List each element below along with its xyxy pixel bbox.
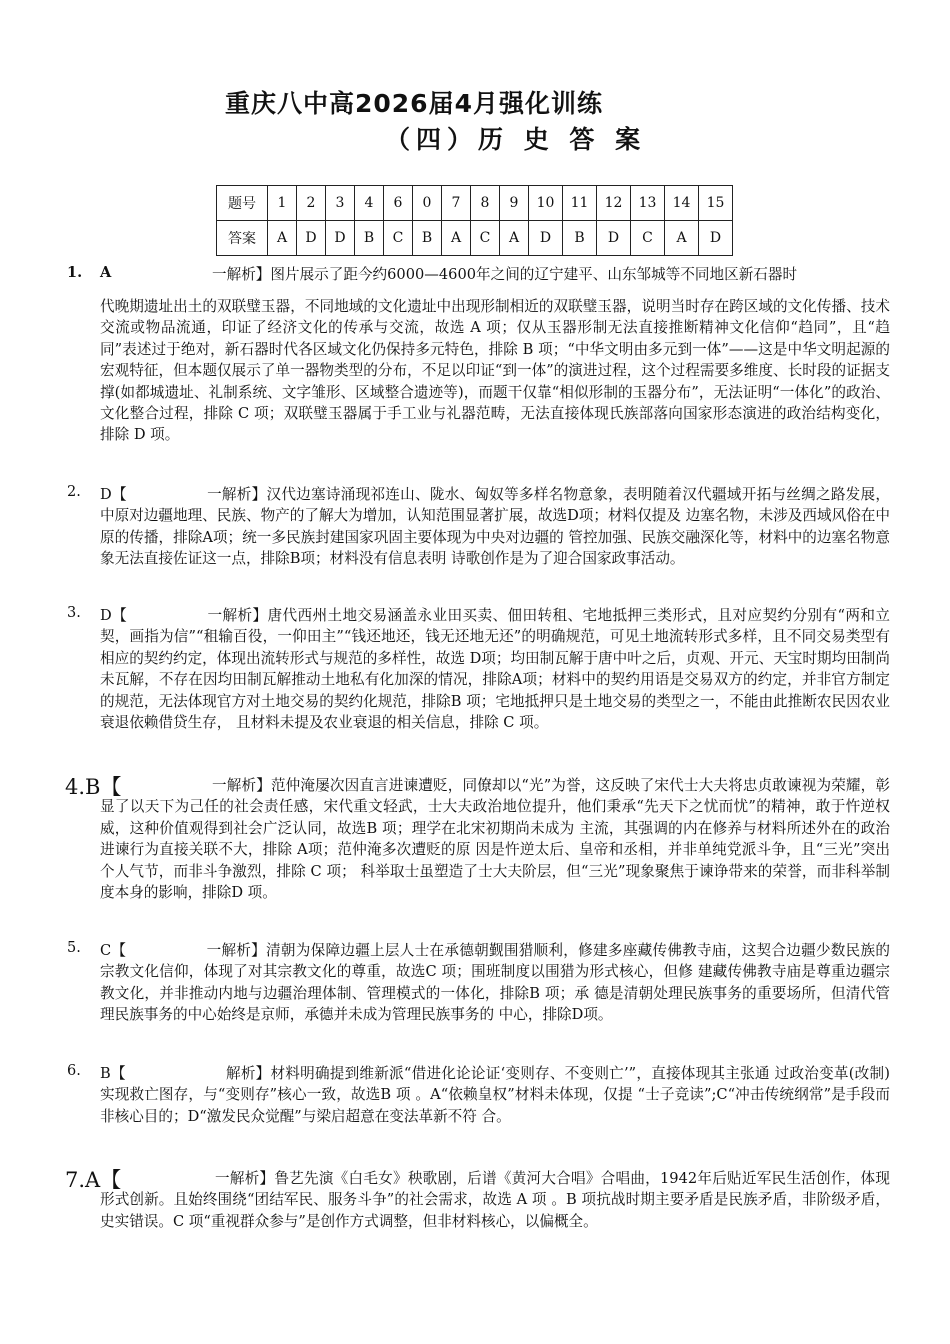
question-analysis-block	[100, 484, 890, 570]
question-answer: B【	[100, 1065, 126, 1082]
question-analysis: 范仲淹屡次因直言进谏遭贬，同僚却以“光”为誉，这反映了宋代士大夫将忠贞敢谏视为荣耀，彰显了以天下为己任的社会责任感，宋代重文轻武，士大夫政治地位提升，他们秉承“先天下之忧而忧”的精神，敢于忤逆权威，这种价值观得到社会广泛认同，故选B 项；理学在北宋初期尚未成为 主流，其强调的内在修养与材料所述外在的政治进谏行为直接关联不大，排除 A项；范仲淹多次遭贬的原 因是忤逆太后、皇帝和丞相，并非单纯党派斗争，且“三光”突出个人气节，而非斗争激烈，排除 C 项； 科举取士虽塑造了士大夫阶层，但“三光”现象聚焦于谏诤带来的荣誉，而非科举制度本身的影响，排除D 项。	[100, 777, 890, 902]
row-label-number: 题号	[217, 186, 268, 221]
question-number-cell: 12	[597, 186, 631, 221]
question-answer: D【	[100, 607, 128, 624]
question-number: 6.	[67, 1063, 81, 1079]
analysis-head: 一解析】	[212, 266, 271, 283]
question-analysis-block	[100, 1168, 890, 1232]
question-first-line	[212, 264, 892, 285]
question-number-cell: 13	[631, 186, 665, 221]
answer-cell: C	[471, 221, 500, 256]
answer-cell: C	[384, 221, 413, 256]
question-number-cell: 9	[500, 186, 529, 221]
question-number-cell: 0	[413, 186, 442, 221]
answer-table	[216, 185, 733, 256]
question-number-cell: 15	[699, 186, 733, 221]
question-analysis: 清朝为保障边疆上层人士在承德朝觐围猎顺利，修建多座藏传佛教寺庙，这契合边疆少数民族的宗教文化信仰，体现了对其宗教文化的尊重，故选C 项；围班制度以围猎为形式核心，但修 建藏传佛教寺庙是尊重边疆宗教文化，并非推动内地与边疆治理体制、管理模式的一体化，排除B 项；承 德是清朝处理民族事务的重要场所，但清代管理民族事务的中心始终是京师，承德并未成为管理民族事务的 中心，排除D项。	[100, 942, 890, 1024]
question-analysis-block	[100, 1063, 890, 1127]
question-analysis: 材料明确提到维新派“借进化论论证‘变则存、不变则亡’”，直接体现其主张通 过政治变革(改制)实现救亡图存，与“变则存”核心一致，故选B 项 。A“依赖皇权”材料未体现，仅提 “士子竞读”;C“冲击传统纲常”是手段而非核心目的；D“激发民众觉醒”与梁启超意在变法革新不符 合。	[100, 1065, 890, 1125]
question-number: 2.	[67, 484, 81, 500]
question-number-cell: 14	[665, 186, 699, 221]
answer-cell: D	[529, 221, 563, 256]
question-number-cell: 2	[297, 186, 326, 221]
question-number-cell: 3	[326, 186, 355, 221]
analysis-head: 一解析】	[212, 777, 271, 794]
page-subtitle: （四）历 史 答 案	[385, 125, 647, 154]
answer-cell: A	[442, 221, 471, 256]
analysis-head: 一解析】	[206, 486, 267, 503]
analysis-first-line-text: 图片展示了距今约6000—4600年之间的辽宁建平、山东邹城等不同地区新石器时	[270, 266, 798, 283]
question-number: 4.B【	[65, 775, 122, 799]
answer-cell: A	[665, 221, 699, 256]
question-number: 5.	[67, 940, 81, 956]
page-title: 重庆八中高2026届4月强化训练	[225, 89, 603, 118]
analysis-head: 解析】	[225, 1065, 271, 1082]
answer-table-answer-row	[217, 221, 733, 256]
question-analysis: 鲁艺先演《白毛女》秧歌剧，后谱《黄河大合唱》合唱曲，1942年后贴近军民生活创作，体现形式创新。且始终围绕“团结军民、服务斗争”的社会需求，故选 A 项 。B 项抗战时期主要矛盾是民族矛盾，非阶级矛盾，史实错误。C 项“重视群众参与”是创作方式调整，但非材料核心，以偏概全。	[100, 1170, 890, 1230]
analysis-head: 一解析】	[215, 1170, 275, 1187]
question-number-cell: 8	[471, 186, 500, 221]
question-number-cell: 11	[563, 186, 597, 221]
question-answer: C【	[100, 942, 127, 959]
answer-cell: B	[563, 221, 597, 256]
answer-cell: B	[413, 221, 442, 256]
question-answer: D【	[100, 486, 127, 503]
answer-cell: D	[597, 221, 631, 256]
question-number-cell: 7	[442, 186, 471, 221]
question-number: 3.	[67, 605, 81, 621]
row-label-answer: 答案	[217, 221, 268, 256]
question-number-cell: 4	[355, 186, 384, 221]
answer-cell: D	[326, 221, 355, 256]
question-analysis-block	[100, 940, 890, 1026]
question-number-cell: 1	[268, 186, 297, 221]
answer-cell: B	[355, 221, 384, 256]
question-analysis: 唐代西州土地交易涵盖永业田买卖、佃田转租、宅地抵押三类形式，且对应契约分别有“两和立契，画指为信”“租输百役，一仰田主”“钱还地还，钱无还地无还”的明确规范，可见土地流转形式多样，且不同交易类型有相应的契约约定，体现出流转形式与规范的多样性，故选 D项；均田制瓦解于唐中叶之后，贞观、开元、天宝时期均田制尚未瓦解，不存在因均田制瓦解推动土地私有化加深的情况，排除A项；材料中的契约用语是交易双方的约定，并非官方制定的规范，无法体现官方对土地交易的契约化规范，排除B 项；宅地抵押只是土地交易的类型之一，不能由此推断农民因农业衰退依赖借贷生存， 且材料未提及农业衰退的相关信息，排除 C 项。	[100, 607, 890, 732]
answer-cell: D	[699, 221, 733, 256]
answer-cell: C	[631, 221, 665, 256]
analysis-head: 一解析】	[206, 942, 267, 959]
question-number: 1.	[67, 264, 83, 281]
answer-cell: A	[500, 221, 529, 256]
question-number: 7.A【	[65, 1168, 122, 1192]
answer-table-number-row	[217, 186, 733, 221]
question-answer: A	[100, 264, 112, 281]
question-number-cell: 6	[384, 186, 413, 221]
question-number-cell: 10	[529, 186, 563, 221]
analysis-head: 一解析】	[207, 607, 268, 624]
question-analysis-block	[100, 605, 890, 733]
question-analysis-block	[100, 775, 890, 903]
answer-cell: A	[268, 221, 297, 256]
answer-cell: D	[297, 221, 326, 256]
question-analysis: 代晚期遗址出土的双联璧玉器，不同地域的文化遗址中出现形制相近的双联璧玉器，说明当时存在跨区域的文化传播、技术交流或物品流通，印证了经济文化的传承与交流，故选 A 项；仅从玉器形制无法直接推断精神文化信仰“趋同”，且“趋同”表述过于绝对，新石器时代各区域文化仍保持多元特色，排除 B 项；“中华文明由多元到一体”——这是中华文明起源的宏观特征，但本题仅展示了单一器物类型的分布，不足以印证“到一体”的演进过程，这个过程需要多维度、长时段的证据支撑(如都城遗址、礼制系统、文字雏形、区域整合遗迹等)，而题干仅靠“相似形制的玉器分布”，无法证明“一体化”的政治、文化整合过程，排除 C 项；双联璧玉器属于手工业与礼器范畴，无法直接体现氏族部落向国家形态演进的政治结构变化，排除 D 项。	[100, 298, 890, 444]
question-analysis: 汉代边塞诗涌现祁连山、陇水、匈奴等多样名物意象，表明随着汉代疆域开拓与丝绸之路发展，中原对边疆地理、民族、物产的了解大为增加，认知范围显著扩展，故选D项；材料仅提及 边塞名物，未涉及西域风俗在中原的传播，排除A项；统一多民族封建国家巩固主要体现为中央对边疆的 管控加强、民族交融深化等，材料中的边塞名物意象无法直接佐证这一点，排除B项；材料没有信息表明 诗歌创作是为了迎合国家政事活动。	[100, 486, 890, 568]
